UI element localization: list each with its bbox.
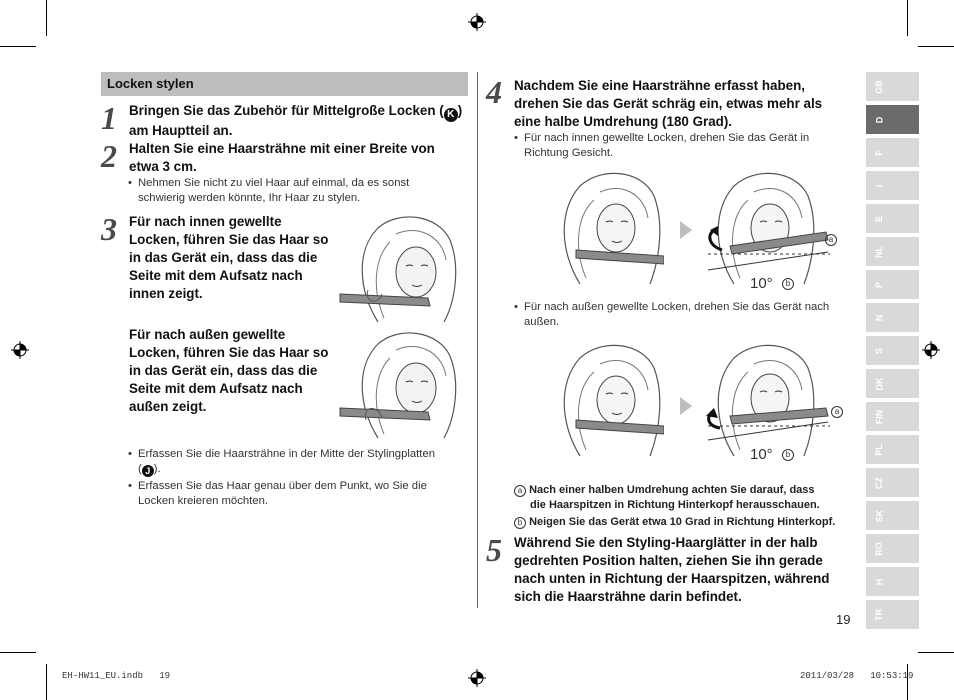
step-3-line: außen zeigt. — [129, 399, 207, 414]
language-code: FIN — [874, 409, 884, 424]
step-5-line: sich die Haarsträhne darin befindet. — [514, 589, 742, 604]
step-3-bullet-line: Erfassen Sie die Haarsträhne in der Mitte der Stylingplatten — [138, 448, 436, 460]
page-number: 19 — [836, 612, 851, 627]
label-b-marker: b — [782, 449, 794, 461]
step-1-text-b: ) — [457, 103, 463, 118]
step-5-line: gedrehten Position halten, ziehen Sie ihn gerade — [514, 553, 823, 568]
language-tab-label — [872, 534, 886, 563]
language-code: S — [873, 347, 884, 354]
plates-j-icon: J — [142, 465, 154, 477]
step-number: 3 — [101, 211, 117, 247]
note-a-line: die Haarspitzen in Richtung Hinterkopf herausschauen. — [530, 499, 820, 511]
language-tab-label — [872, 270, 886, 299]
step-2-note-line: schwierig werden könnte, Ihr Haar zu stylen. — [138, 192, 361, 204]
step-4-line: eine halbe Umdrehung (180 Grad). — [514, 114, 733, 129]
step-4-note-b — [514, 515, 864, 530]
step-5-line: nach unten in Richtung der Haarspitzen, während — [514, 571, 830, 586]
footer-timestamp — [800, 671, 913, 681]
step-3-bullet-paren: ). — [153, 463, 161, 475]
language-tab-label — [872, 237, 886, 266]
sequence-arrow-icon — [680, 397, 692, 415]
step-2-text — [129, 140, 474, 176]
step-number: 5 — [486, 532, 502, 568]
attachment-k-icon: K — [444, 108, 458, 122]
crop-mark — [0, 652, 36, 653]
step-3-line: in das Gerät ein, dass das die — [129, 363, 318, 378]
note-b-line: Neigen Sie das Gerät etwa 10 Grad in Richtung Hinterkopf. — [529, 516, 836, 528]
step-3-line: in das Gerät ein, dass das die — [129, 250, 318, 265]
angle-label: 10° — [750, 275, 773, 292]
language-tab-label — [872, 171, 886, 200]
registration-mark-icon — [468, 13, 486, 31]
footer-file-page: 19 — [159, 671, 171, 681]
step-4-text — [514, 77, 859, 131]
step-3-bullet-2 — [138, 479, 468, 509]
footer-filename: EH-HW11_EU.indb — [62, 671, 144, 681]
outward-rotate-after-illustration — [700, 338, 848, 458]
label-a-marker: a — [831, 406, 843, 418]
step-3-outward-text — [129, 326, 339, 416]
language-tab-label — [872, 138, 886, 167]
language-tab-fin[interactable] — [866, 402, 919, 431]
angle-label: 10° — [750, 446, 773, 463]
crop-mark — [46, 0, 47, 36]
language-tab-sk[interactable] — [866, 501, 919, 530]
footer-file — [62, 671, 170, 681]
language-code: P — [873, 281, 884, 288]
step-number: 1 — [101, 100, 117, 136]
step-3-line: Für nach innen gewellte — [129, 214, 282, 229]
sequence-arrow-icon — [680, 221, 692, 239]
registration-mark-icon — [922, 341, 940, 359]
language-code: NL — [874, 245, 884, 258]
step-4-outer-note — [524, 300, 854, 330]
step-3-bullet-line: Locken kreieren möchten. — [138, 495, 268, 507]
label-a-marker: a — [825, 234, 837, 246]
language-tab-label — [872, 600, 886, 629]
step-2-note-line: Nehmen Sie nicht zu viel Haar auf einmal, da es sonst — [138, 177, 410, 189]
language-tab-tr[interactable] — [866, 600, 919, 629]
section-title: Locken stylen — [107, 76, 194, 91]
language-code: H — [874, 578, 884, 585]
step-4-inner-note — [524, 131, 854, 161]
language-tab-label — [872, 501, 886, 530]
language-code: SK — [873, 509, 884, 522]
language-tab-f[interactable] — [866, 138, 919, 167]
registration-mark-icon — [11, 341, 29, 359]
step-2-line: Halten Sie eine Haarsträhne mit einer Breite von — [129, 141, 435, 156]
language-tab-label — [872, 402, 886, 431]
step-1-text — [129, 102, 474, 140]
section-header — [101, 72, 468, 96]
label-b-marker: b — [782, 278, 794, 290]
language-code: N — [874, 314, 884, 321]
column-divider — [477, 72, 478, 608]
outward-rotate-before-illustration — [546, 338, 664, 458]
crop-mark — [0, 46, 36, 47]
step-4-note-line: Richtung Gesicht. — [524, 147, 614, 159]
language-tab-e[interactable] — [866, 204, 919, 233]
step-2-note — [138, 176, 468, 206]
step-4-note-line: außen. — [524, 316, 560, 328]
language-tab-dk[interactable] — [866, 369, 919, 398]
step-3-bullet-1 — [138, 447, 468, 477]
step-5-line: Während Sie den Styling-Haarglätter in der halb — [514, 535, 818, 550]
language-tab-label — [872, 72, 886, 101]
step-4-note-a — [514, 483, 859, 513]
language-code: PL — [873, 443, 884, 456]
step-4-line: Nachdem Sie eine Haarsträhne erfasst haben, — [514, 78, 805, 93]
step-3-line: Seite mit dem Aufsatz nach — [129, 381, 303, 396]
language-code: I — [873, 184, 884, 187]
step-4-note-line: Für nach außen gewellte Locken, drehen Sie das Gerät nach — [524, 301, 830, 313]
language-tab-pl[interactable] — [866, 435, 919, 464]
language-tab-label — [872, 303, 886, 332]
outward-curl-illustration — [338, 326, 462, 440]
language-code: RO — [874, 541, 884, 556]
language-code: D — [874, 116, 884, 123]
language-tab-label — [872, 435, 886, 464]
label-a-marker: a — [514, 485, 526, 497]
footer-time: 10:53:19 — [870, 671, 914, 681]
language-tab-s[interactable] — [866, 336, 919, 365]
step-3-bullet-line: Erfassen Sie das Haar genau über dem Punkt, wo Sie die — [138, 480, 427, 492]
language-tab-nl[interactable] — [866, 237, 919, 266]
inward-rotate-after-illustration — [700, 166, 848, 286]
registration-mark-icon — [468, 669, 486, 687]
step-number: 4 — [486, 74, 502, 110]
step-1-text-c: am Hauptteil an. — [129, 123, 233, 138]
language-code: TR — [874, 608, 884, 621]
label-b-marker: b — [514, 517, 526, 529]
step-2-line: etwa 3 cm. — [129, 159, 197, 174]
language-tab-ro[interactable] — [866, 534, 919, 563]
language-tab-h[interactable] — [866, 567, 919, 596]
language-code: E — [873, 215, 884, 222]
language-code: F — [874, 149, 884, 156]
language-tab-gb[interactable] — [866, 72, 919, 101]
language-tab-p[interactable] — [866, 270, 919, 299]
language-tab-label — [872, 336, 886, 365]
step-number: 2 — [101, 138, 117, 174]
note-a-line: Nach einer halben Umdrehung achten Sie darauf, dass — [529, 484, 815, 496]
step-4-line: drehen Sie das Gerät schräg ein, etwas mehr als — [514, 96, 823, 111]
language-code: DK — [874, 377, 884, 390]
crop-mark — [46, 664, 47, 700]
step-1-text-a: Bringen Sie das Zubehör für Mittelgroße Locken ( — [129, 103, 444, 118]
language-code: GB — [874, 79, 884, 94]
crop-mark — [907, 0, 908, 36]
inward-curl-illustration — [338, 210, 462, 325]
language-tab-cz[interactable] — [866, 468, 919, 497]
crop-mark — [918, 652, 954, 653]
step-3-bullet-paren: ( — [138, 463, 142, 475]
step-3-line: Für nach außen gewellte — [129, 327, 286, 342]
footer-date: 2011/03/28 — [800, 671, 855, 681]
step-3-line: Locken, führen Sie das Haar so — [129, 232, 329, 247]
language-tab-i[interactable] — [866, 171, 919, 200]
language-tab-d[interactable] — [866, 105, 919, 134]
step-4-note-line: Für nach innen gewellte Locken, drehen Sie das Gerät in — [524, 132, 810, 144]
step-3-inward-text — [129, 213, 339, 303]
language-tab-label — [872, 468, 886, 497]
crop-mark — [907, 664, 908, 700]
crop-mark — [918, 46, 954, 47]
language-tab-label — [872, 567, 886, 596]
language-tab-label — [872, 369, 886, 398]
inward-rotate-before-illustration — [546, 166, 664, 286]
language-tab-label — [872, 105, 886, 134]
language-tab-label — [872, 204, 886, 233]
language-tab-n[interactable] — [866, 303, 919, 332]
step-5-text — [514, 534, 859, 606]
step-3-line: innen zeigt. — [129, 286, 203, 301]
step-3-line: Seite mit dem Aufsatz nach — [129, 268, 303, 283]
step-3-line: Locken, führen Sie das Haar so — [129, 345, 329, 360]
language-code: CZ — [874, 476, 884, 489]
